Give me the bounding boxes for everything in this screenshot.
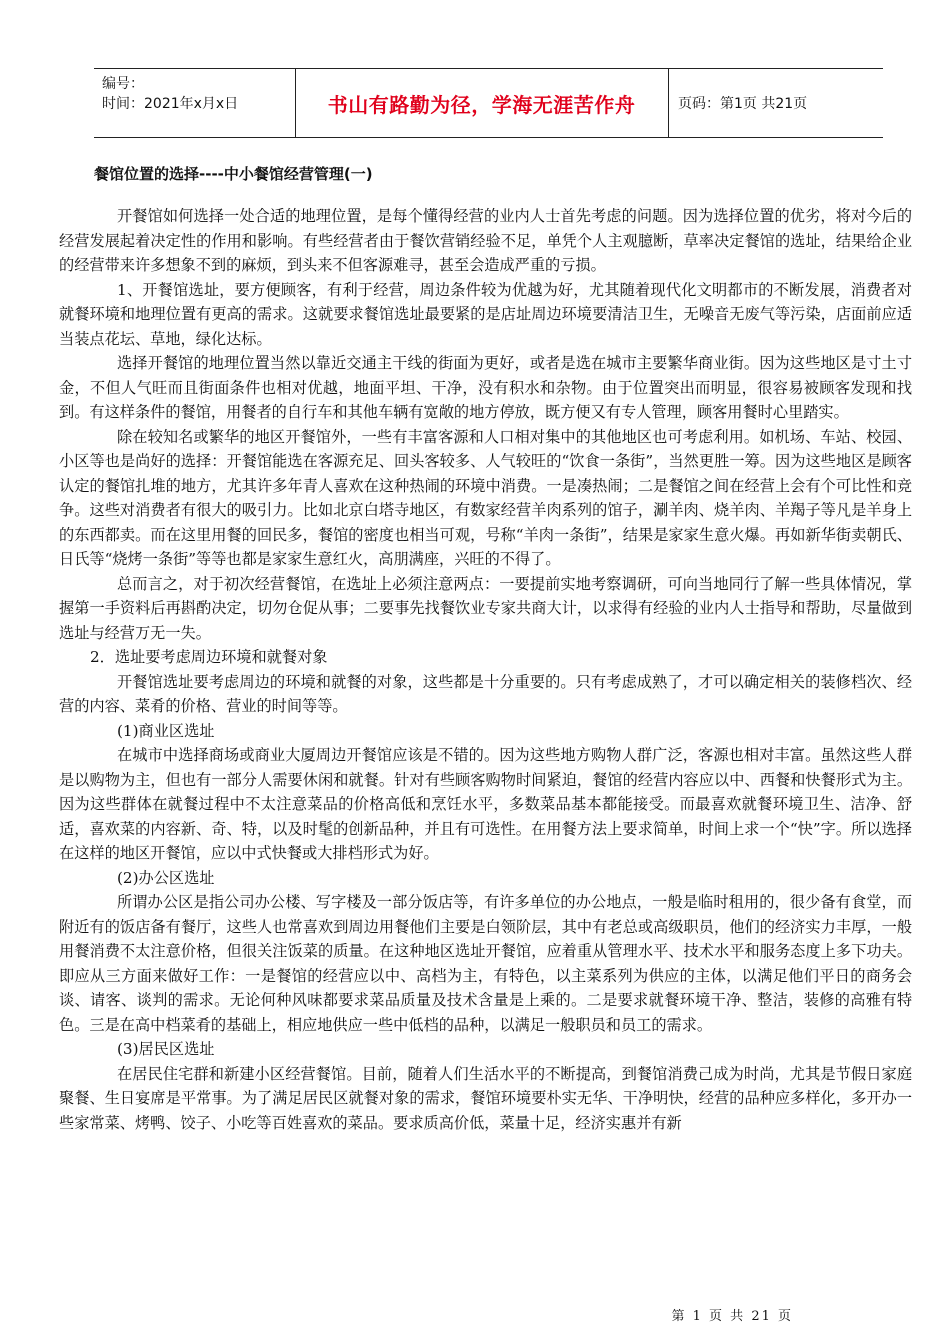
page-info: 页码：第1页 共21页: [678, 96, 808, 112]
paragraph: 除在较知名或繁华的地区开餐馆外，一些有丰富客源和人口相对集中的其他地区也可考虑利用。如机场、车站、校园、小区等也是尚好的选择：开餐馆能选在客源充足、回头客较多、人气较旺的“饮食一条街”，当然更胜一筹。因为这些地区是顾客认定的餐馆扎堆的地方，尤其许多年青人喜欢在这种热闹的环境中消费。一是凑热闹；二是餐馆之间在经营上会有个可比性和竞争。这些对消费者有很大的吸引力。比如北京白塔寺地区，有数家经营羊肉系列的馆子，涮羊肉、烧羊肉、羊羯子等凡是羊身上的东西都卖。而在这里用餐的回民多，餐馆的密度也相当可观，号称“羊肉一条街”，结果是家家生意火爆。再如新华街卖朝氏、日氏等“烧烤一条街”等等也都是家家生意红火，高朋满座，兴旺的不得了。: [59, 427, 912, 568]
document-title: 餐馆位置的选择----中小餐馆经营管理(一): [94, 165, 373, 183]
paragraph: 所谓办公区是指公司办公楼、写字楼及一部分饭店等，有许多单位的办公地点，一般是临时租用的，很少备有食堂，而附近有的饭店备有餐厅，这些人也常喜欢到周边用餐他们主要是白领阶层，其中有老总或高级职员，他们的经济实力丰厚，一般用餐消费不太注意价格，但很关注饭菜的质量。在这种地区选址开餐馆，应着重从管理水平、技术水平和服务态度上多下功夫。即应从三方面来做好工作：一是餐馆的经营应以中、高档为主，有特色，以主菜系列为供应的主体，以满足他们平日的商务会谈、请客、谈判的需求。无论何种风味都要求菜品质量及技术含量是上乘的。二是要求就餐环境干净、整洁，装修的高雅有特色。三是在高中档菜肴的基础上，相应地供应一些中低档的品种，以满足一般职员和员工的需求。: [59, 893, 912, 1034]
subsection-heading: (2)办公区选址: [117, 868, 215, 887]
number-label: 编号：: [102, 76, 144, 92]
subsection-heading: (1)商业区选址: [117, 721, 215, 740]
paragraph: 总而言之，对于初次经营餐馆，在选址上必须注意两点：一要提前实地考察调研，可向当地同行了解一些具体情况，掌握第一手资料后再斟酌决定，切勿仓促从事；二要事先找餐饮业专家共商大计，以求得有经验的业内人士指导和帮助，尽量做到选址与经营万无一失。: [59, 574, 912, 642]
header-meta-cell: [94, 69, 296, 137]
page-footer: 第 1 页 共 21 页: [671, 1309, 793, 1324]
paragraph: 开餐馆选址要考虑周边的环境和就餐的对象，这些都是十分重要的。只有考虑成熟了，才可以确定相关的装修档次、经营的内容、菜肴的价格、营业的时间等等。: [59, 672, 912, 715]
header-page-cell: [668, 69, 883, 137]
paragraph: 开餐馆如何选择一处合适的地理位置，是每个懂得经营的业内人士首先考虑的问题。因为选择位置的优劣，将对今后的经营发展起着决定性的作用和影响。有些经营者由于餐饮营销经验不足，单凭个人主观臆断，草率决定餐馆的选址，结果给企业的经营带来许多想象不到的麻烦，到头来不但客源难寻，甚至会造成严重的亏损。: [59, 207, 912, 274]
header-motto-cell: [295, 69, 669, 137]
document-header-table: [94, 68, 883, 138]
paragraph: 在城市中选择商场或商业大厦周边开餐馆应该是不错的。因为这些地方购物人群广泛，客源也相对丰富。虽然这些人群是以购物为主，但也有一部分人需要休闲和就餐。针对有些顾客购物时间紧迫，餐馆的经营内容应以中、西餐和快餐形式为主。因为这些群体在就餐过程中不太注意菜品的价格高低和烹饪水平，多数菜品基本都能接受。而最喜欢就餐环境卫生、洁净、舒适，喜欢菜的内容新、奇、特，以及时髦的创新品种，并且有可选性。在用餐方法上要求简单，时间上求一个“快”字。所以选择在这样的地区开餐馆，应以中式快餐或大排档形式为好。: [59, 746, 912, 862]
subsection-heading: (3)居民区选址: [117, 1040, 215, 1058]
motto-text: 书山有路勤为径，学海无涯苦作舟: [327, 92, 636, 117]
section-heading: 2．选址要考虑周边环境和就餐对象: [90, 648, 328, 666]
paragraph: 在居民住宅群和新建小区经营餐馆。目前，随着人们生活水平的不断提高，到餐馆消费己成为时尚，尤其是节假日家庭聚餐、生日宴席是平常事。为了满足居民区就餐对象的需求，餐馆环境要朴实无华、干净明快，经营的品种应多样化，多开办一些家常菜、烤鸭、饺子、小吃等百姓喜欢的菜品。要求质高价低，菜量十足，经济实惠并有新: [59, 1064, 912, 1132]
paragraph: 1、开餐馆选址，要方便顾客，有利于经营，周边条件较为优越为好，尤其随着现代化文明都市的不断发展，消费者对就餐环境和地理位置有更高的需求。这就要求餐馆选址最要紧的是店址周边环境要清洁卫生，无噪音无废气等污染，店面前应适当装点花坛、草地，绿化达标。: [59, 280, 912, 348]
document-body: [59, 204, 912, 1135]
paragraph: 选择开餐馆的地理位置当然以靠近交通主干线的街面为更好，或者是选在城市主要繁华商业街。因为这些地区是寸土寸金，不但人气旺而且街面条件也相对优越，地面平坦、干净，没有积水和杂物。由于位置突出而明显，很容易被顾客发现和找到。有这样条件的餐馆，用餐者的自行车和其他车辆有宽敞的地方停放，既方便又有专人管理，顾客用餐时心里踏实。: [59, 354, 912, 421]
time-label: 时间：2021年x月x日: [102, 96, 239, 112]
